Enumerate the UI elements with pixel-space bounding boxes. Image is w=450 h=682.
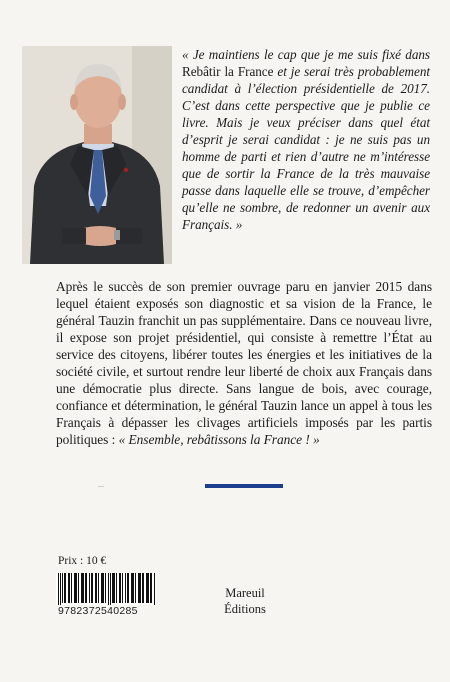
- publisher-name: Mareuil: [225, 586, 265, 600]
- blue-rule: [205, 484, 283, 488]
- quote-book-title: Rebâtir la France: [182, 64, 274, 79]
- quote-text-start: « Je maintiens le cap que je me suis fixé dans: [182, 47, 430, 62]
- book-description: [56, 278, 432, 448]
- stray-mark: –: [98, 478, 104, 492]
- isbn-number: 9782372540285: [58, 605, 138, 617]
- description-text: Après le succès de son premier ouvrage paru en janvier 2015 dans lequel étaient exposés son diagnostic et sa vision de la France, le général Tauzin franchit un pas supplémentaire. Dans ce nouveau livre, il expose son projet présidentiel, qui consiste à remettre l’État au service des citoyens, libérer toutes les énergies et les initiatives de la société civile, et surtout rendre leur liberté de choix aux Français dans une démocratie plus directe. Sans langue de bois, avec courage, confiance et détermination, le général Tauzin lance un appel à tous les Français à dépasser les clivages artificiels imposés par les partis politiques :: [56, 279, 432, 447]
- price-label: Prix : 10 €: [58, 555, 107, 567]
- description-closing-quote: « Ensemble, rebâtissons la France ! »: [118, 432, 320, 447]
- author-quote: [182, 46, 430, 233]
- author-portrait: [22, 46, 172, 264]
- quote-text-end: et je serai très probablement candidat à l’élection présidentielle de 2017. C’est dans cette perspective que je publie ce livre. Mais je veux préciser dans quel état d’esprit je serai candidat : je ne suis pas un homme de parti et rien d’autre ne m’intéresse que de sortir la France de la très mauvaise passe dans laquelle elle se trouve, d’empêcher qu’elle ne sombre, de redonner un avenir aux Français. »: [182, 64, 430, 232]
- publisher-suffix: Éditions: [224, 602, 266, 616]
- publisher-imprint: [215, 585, 275, 617]
- barcode: [56, 573, 156, 605]
